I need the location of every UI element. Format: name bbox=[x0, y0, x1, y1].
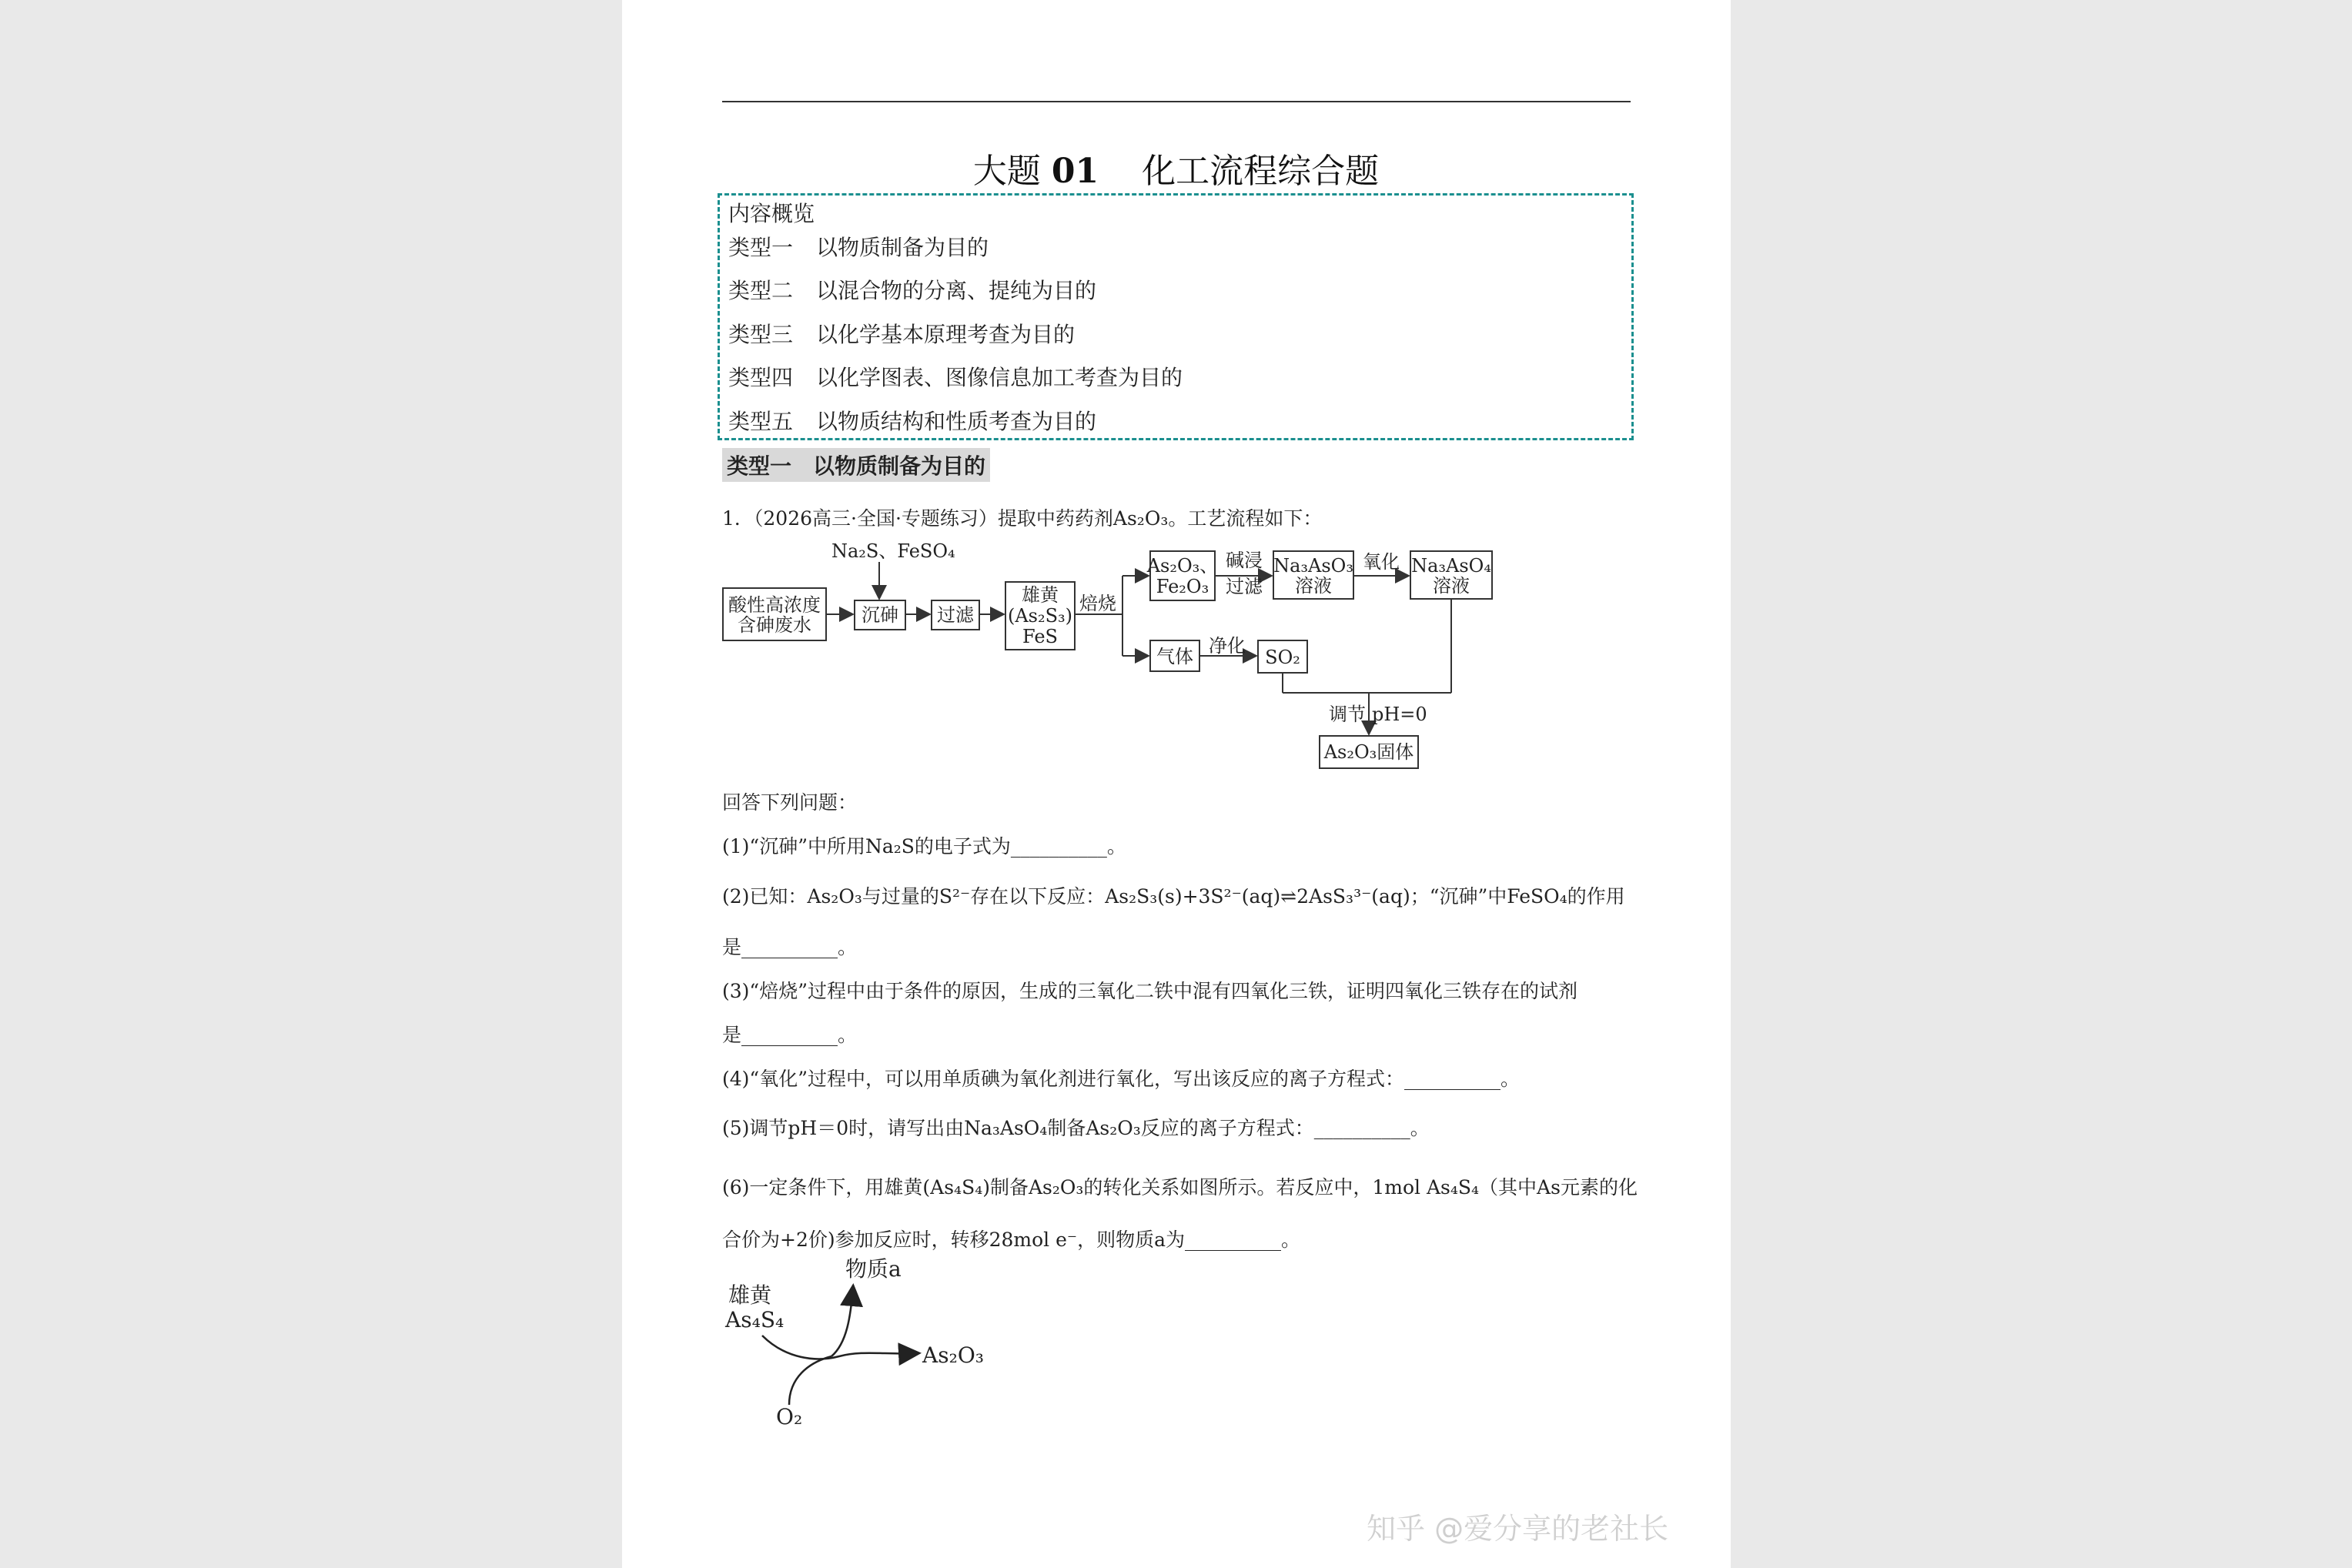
flow-text: 过滤 bbox=[937, 604, 974, 626]
flow-reagent-label: Na₂S、FeSO₄ bbox=[831, 540, 955, 562]
flow-text: 含砷废水 bbox=[738, 614, 811, 636]
flow-label-leach: 过滤 bbox=[1226, 576, 1263, 597]
flow-label-adjust: 调节 bbox=[1329, 704, 1366, 725]
flow-label-leach: 碱浸 bbox=[1226, 550, 1263, 571]
overview-item: 类型五 以物质结构和性质考查为目的 bbox=[728, 409, 1097, 434]
answer-prompt: 回答下列问题： bbox=[722, 791, 858, 814]
question-part: 合价为+2价)参加反应时，转移28mol e⁻，则物质a为__________。 bbox=[722, 1229, 1301, 1251]
overview-item: 类型一 以物质制备为目的 bbox=[728, 235, 989, 260]
flow-text: As₂O₃固体 bbox=[1323, 741, 1414, 763]
as4s4-label: As₄S₄ bbox=[725, 1307, 785, 1332]
question-part: 是__________。 bbox=[722, 1024, 858, 1046]
o2-label: O₂ bbox=[776, 1404, 803, 1429]
question-part: (3)“焙烧”过程中由于条件的原因，生成的三氧化二铁中混有四氧化三铁，证明四氧化三铁存在的试剂 bbox=[722, 980, 1577, 1002]
flow-label-ph: pH=0 bbox=[1372, 704, 1427, 725]
question-part: (5)调节pH＝0时，请写出由Na₃AsO₄制备As₂O₃反应的离子方程式：__________。 bbox=[722, 1117, 1430, 1139]
flow-text: As₂O₃、 bbox=[1146, 555, 1219, 577]
oxygen-curve bbox=[789, 1356, 831, 1405]
flow-text: FeS bbox=[1022, 626, 1058, 647]
question-part: 是__________。 bbox=[722, 936, 858, 958]
flow-text: 溶液 bbox=[1433, 575, 1470, 597]
question-part: (4)“氧化”过程中，可以用单质碘为氧化剂进行氧化，写出该反应的离子方程式：__________。 bbox=[722, 1068, 1520, 1090]
overview-item: 类型四 以化学图表、图像信息加工考查为目的 bbox=[728, 365, 1183, 390]
flow-text: 酸性高浓度 bbox=[728, 594, 821, 616]
flow-text: 溶液 bbox=[1295, 575, 1332, 597]
section-heading: 类型一 以物质制备为目的 bbox=[722, 448, 990, 482]
as2o3-label: As₂O₃ bbox=[922, 1342, 984, 1368]
conversion-diagram bbox=[716, 1247, 993, 1432]
flow-text: Fe₂O₃ bbox=[1156, 576, 1209, 597]
flow-text: Na₃AsO₄ bbox=[1411, 555, 1491, 577]
header-rule bbox=[722, 101, 1631, 102]
realgar-label: 雄黄 bbox=[728, 1282, 772, 1308]
flow-text: 雄黄 bbox=[1022, 584, 1059, 606]
flow-label-roast: 焙烧 bbox=[1079, 593, 1116, 614]
flow-text: Na₃AsO₃ bbox=[1273, 555, 1353, 577]
question-part: (2)已知：As₂O₃与过量的S²⁻存在以下反应：As₂S₃(s)+3S²⁻(aq)⇌2AsS₃³⁻(aq)；“沉砷”中FeSO₄的作用 bbox=[722, 885, 1625, 908]
flow-label-purify: 净化 bbox=[1209, 635, 1246, 657]
question-part: (1)“沉砷”中所用Na₂S的电子式为__________。 bbox=[722, 835, 1126, 858]
question-intro: 1．（2026高三·全国·专题练习）提取中药药剂As₂O₃。工艺流程如下： bbox=[722, 507, 1323, 530]
flow-text: SO₂ bbox=[1265, 647, 1300, 668]
question-part: (6)一定条件下，用雄黄(As₄S₄)制备As₂O₃的转化关系如图所示。若反应中，1mol As₄S₄（其中As元素的化 bbox=[722, 1176, 1638, 1199]
flow-text: (As₂S₃) bbox=[1007, 605, 1073, 627]
overview-heading: 内容概览 bbox=[728, 201, 815, 226]
substance-a-label: 物质a bbox=[845, 1256, 902, 1282]
flow-label-oxidize: 氧化 bbox=[1363, 551, 1400, 573]
flow-text: 气体 bbox=[1156, 646, 1193, 667]
process-flowchart bbox=[716, 539, 1509, 777]
flow-text: 沉砷 bbox=[862, 604, 898, 626]
overview-item: 类型二 以混合物的分离、提纯为目的 bbox=[728, 278, 1097, 303]
page-title: 大题 01 化工流程综合题 bbox=[972, 152, 1380, 191]
watermark: 知乎 @爱分享的老社长 bbox=[1367, 1512, 1669, 1546]
overview-item: 类型三 以化学基本原理考查为目的 bbox=[728, 322, 1076, 347]
product-a-arrow bbox=[831, 1287, 853, 1356]
